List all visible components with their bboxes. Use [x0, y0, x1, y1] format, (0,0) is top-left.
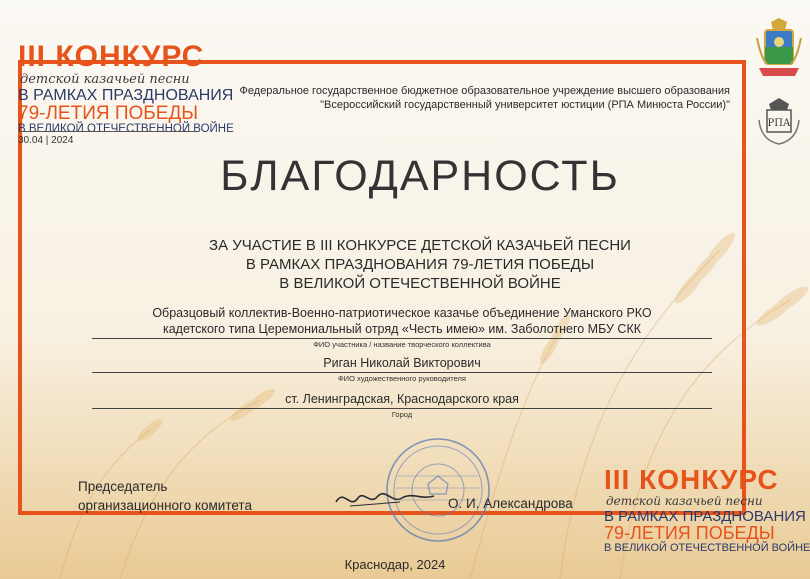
contest-line-celebration-bottom: В РАМКАХ ПРАЗДНОВАНИЯ [604, 508, 806, 525]
signatory-name: О. И. Александрова [448, 496, 573, 511]
svg-text:РПА: РПА [767, 118, 791, 129]
contest-line-war-bottom: В ВЕЛИКОЙ ОТЕЧЕСТВЕННОЙ ВОЙНЕ [604, 542, 810, 554]
leader-field [92, 355, 712, 383]
contest-line-anniversary: 79-ЛЕТИЯ ПОБЕДЫ [18, 103, 199, 124]
city-field [92, 391, 712, 419]
contest-logo-top [18, 42, 234, 136]
signatory-role [78, 477, 252, 515]
krasnodar-coat-of-arms-icon [755, 18, 803, 78]
award-reason-line-1: ЗА УЧАСТИЕ В III КОНКУРСЕ ДЕТСКОЙ КАЗАЧЬЕЙ ПЕСНИ [209, 237, 631, 254]
award-reason-line-3: В ВЕЛИКОЙ ОТЕЧЕСТВЕННОЙ ВОЙНЕ [279, 275, 561, 292]
organization-line-2: "Всероссийский государственный университет юстиции (РПА Минюста России)" [320, 99, 730, 111]
contest-subtitle-bottom: детской казачьей песни [606, 494, 763, 508]
leader-caption: ФИО художественного руководителя [337, 374, 466, 383]
contest-number-bottom: III КОНКУРС [604, 464, 779, 495]
award-reason-line-2: В РАМКАХ ПРАЗДНОВАНИЯ 79-ЛЕТИЯ ПОБЕДЫ [245, 256, 595, 273]
city-caption: Город [391, 410, 413, 419]
contest-logo-bottom [604, 466, 810, 554]
city-underline [92, 408, 712, 409]
contest-subtitle: детской казачьей песни [20, 72, 190, 87]
participant-caption: ФИО участника / название творческого коллектива [313, 340, 491, 349]
participant-field [92, 305, 712, 349]
city-name: ст. Ленинградская, Краснодарского края [285, 392, 519, 406]
signatory-role-line-2: организационного комитета [78, 498, 252, 513]
contest-number: III КОНКУРС [18, 40, 205, 73]
participant-name-line-1: Образцовый коллектив-Военно-патриотическое казачье объединение Уманского РКО [152, 306, 652, 320]
leader-underline [92, 372, 712, 373]
participant-underline [92, 338, 712, 339]
leader-name: Риган Николай Викторович [323, 356, 481, 370]
participant-name-line-2: кадетского типа Церемониальный отряд «Честь имею» им. Заболотнего МБУ СКК [162, 322, 642, 336]
contest-line-anniversary-bottom: 79-ЛЕТИЯ ПОБЕДЫ [604, 523, 775, 543]
award-reason [0, 236, 810, 293]
handwritten-signature [330, 480, 440, 520]
university-emblem-icon [755, 96, 803, 148]
organization-line-1: Федеральное государственное бюджетное образовательное учреждение высшего образования [239, 85, 730, 97]
contest-line-war: В ВЕЛИКОЙ ОТЕЧЕСТВЕННОЙ ВОЙНЕ [18, 123, 234, 135]
place-and-year: Краснодар, 2024 [344, 557, 446, 572]
contest-date: 30.04 | 2024 [18, 135, 74, 146]
organization-name [230, 84, 730, 112]
contest-line-celebration: В РАМКАХ ПРАЗДНОВАНИЯ [18, 87, 234, 104]
signatory-role-line-1: Председатель [78, 479, 168, 494]
contest-date-rule [18, 131, 198, 132]
document-title: БЛАГОДАРНОСТЬ [220, 152, 620, 200]
